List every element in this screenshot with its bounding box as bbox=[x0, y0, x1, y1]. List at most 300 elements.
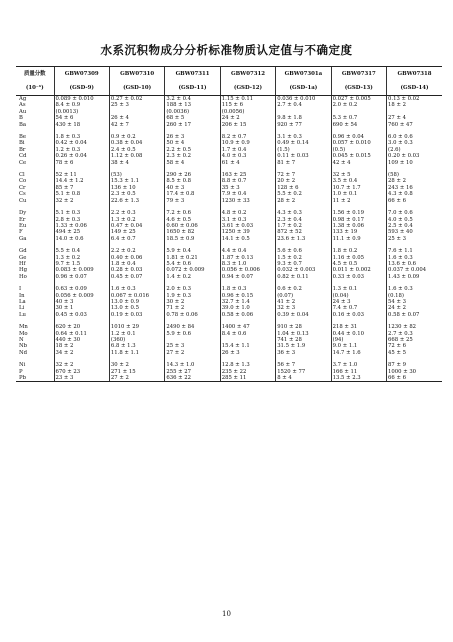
value-cell: (0.0013) bbox=[54, 109, 109, 115]
element-cell: Co bbox=[19, 178, 27, 185]
value-cell: 1.4 ± 0.2 bbox=[165, 274, 220, 280]
value-cell: 28 ± 2 bbox=[276, 198, 331, 204]
value-cell: 0.19 ± 0.03 bbox=[109, 312, 164, 318]
value-cell: 3.61 ± 0.03 bbox=[220, 223, 275, 229]
value-cell: 3.5 ± 0.4 bbox=[331, 178, 386, 184]
header-cell: (10⁻⁶) bbox=[16, 81, 54, 96]
value-cell: 4.8 ± 0.2 bbox=[220, 210, 275, 216]
value-cell: 1.16 ± 0.05 bbox=[331, 255, 386, 261]
value-cell: 255 ± 27 bbox=[165, 369, 220, 375]
value-cell: 0.072 ± 0.009 bbox=[165, 267, 220, 273]
value-cell: 30 ± 2 bbox=[165, 299, 220, 305]
value-cell: 136 ± 10 bbox=[109, 185, 164, 191]
value-cell: 4.3 ± 0.3 bbox=[276, 210, 331, 216]
value-cell: 4.6 ± 0.5 bbox=[165, 217, 220, 223]
value-cell: 7.2 ± 0.6 bbox=[165, 210, 220, 216]
element-cell: Er bbox=[19, 216, 26, 223]
value-cell: 115 ± 6 bbox=[220, 102, 275, 108]
value-cell: 8 ± 4 bbox=[276, 375, 331, 382]
value-cell: 0.067 ± 0.016 bbox=[109, 293, 164, 299]
value-cell: 32 ± 2 bbox=[54, 198, 109, 204]
element-cell: Ho bbox=[19, 273, 27, 280]
value-cell: 218 ± 31 bbox=[331, 324, 386, 330]
value-cell: 24 ± 2 bbox=[220, 115, 275, 121]
value-cell: 1.5 ± 0.2 bbox=[276, 255, 331, 261]
value-cell: 11 ± 2 bbox=[331, 198, 386, 204]
value-cell: 690 ± 54 bbox=[331, 122, 386, 128]
value-cell: 0.39 ± 0.04 bbox=[276, 312, 331, 318]
value-cell: 40 ± 3 bbox=[165, 185, 220, 191]
value-cell: 8.3 ± 1.0 bbox=[220, 261, 275, 267]
value-cell: 1.0 ± 0.1 bbox=[331, 191, 386, 197]
value-cell: 0.45 ± 0.07 bbox=[109, 274, 164, 280]
value-cell: 5.9 ± 0.6 bbox=[165, 331, 220, 337]
value-cell: 3.1 ± 0.3 bbox=[220, 217, 275, 223]
value-cell: 18.5 ± 0.9 bbox=[165, 236, 220, 242]
value-cell: 35 ± 3 bbox=[220, 185, 275, 191]
table-row bbox=[16, 96, 442, 103]
value-cell: 27 ± 4 bbox=[387, 115, 442, 121]
value-cell: 593 ± 40 bbox=[387, 229, 442, 235]
value-cell: 271 ± 15 bbox=[109, 369, 164, 375]
value-cell: 620 ± 20 bbox=[54, 324, 109, 330]
header-cell: (GSD-13) bbox=[331, 81, 386, 96]
value-cell: 8.2 ± 0.7 bbox=[220, 134, 275, 140]
value-cell: 0.60 ± 0.06 bbox=[165, 223, 220, 229]
value-cell: 40 ± 3 bbox=[54, 299, 109, 305]
value-cell: 668 ± 25 bbox=[387, 337, 442, 343]
value-cell: 5.6 ± 0.6 bbox=[276, 248, 331, 254]
value-cell: 0.98 ± 0.17 bbox=[331, 217, 386, 223]
value-cell: 6.8 ± 1.3 bbox=[109, 343, 164, 349]
page-number: 10 bbox=[222, 610, 231, 618]
value-cell: 636 ± 22 bbox=[165, 375, 220, 382]
element-cell: Cu bbox=[19, 197, 27, 204]
header-cell: GBW07311 bbox=[165, 67, 220, 82]
value-cell: 28 ± 2 bbox=[387, 178, 442, 184]
value-cell: 26 ± 4 bbox=[109, 115, 164, 121]
value-cell: 14.7 ± 1.6 bbox=[331, 350, 386, 356]
value-cell: 1.6 ± 0.3 bbox=[387, 255, 442, 261]
value-cell: 1.43 ± 0.09 bbox=[387, 274, 442, 280]
value-cell: 741 ± 28 bbox=[276, 337, 331, 343]
element-cell: N bbox=[19, 337, 24, 343]
header-row-codes bbox=[16, 67, 442, 82]
value-cell: 2.7 ± 0.3 bbox=[387, 331, 442, 337]
value-cell: 1.7 ± 0.2 bbox=[276, 223, 331, 229]
value-cell: 58 ± 4 bbox=[165, 160, 220, 166]
value-cell: 15.3 ± 1.1 bbox=[109, 178, 164, 184]
element-cell: Bi bbox=[19, 140, 25, 147]
value-cell: 166 ± 11 bbox=[331, 369, 386, 375]
value-cell: 430 ± 18 bbox=[54, 122, 109, 128]
value-cell: 1.15 ± 0.11 bbox=[220, 96, 275, 103]
value-cell: (1.5) bbox=[276, 147, 331, 153]
value-cell: 128 ± 6 bbox=[276, 185, 331, 191]
value-cell: 41 ± 2 bbox=[276, 299, 331, 305]
value-cell: 1.2 ± 0.3 bbox=[54, 147, 109, 153]
element-cell: Ni bbox=[19, 362, 26, 369]
value-cell: 5.5 ± 0.4 bbox=[54, 248, 109, 254]
value-cell: 0.49 ± 0.14 bbox=[276, 140, 331, 146]
element-cell: F bbox=[19, 229, 23, 236]
value-cell: 1.3 ± 0.1 bbox=[331, 286, 386, 292]
value-cell: 8.8 ± 0.7 bbox=[220, 178, 275, 184]
value-cell: 1650 ± 82 bbox=[165, 229, 220, 235]
value-cell: 2.3 ± 0.2 bbox=[165, 153, 220, 159]
value-cell: 9.8 ± 1.8 bbox=[276, 115, 331, 121]
value-cell: (0.5) bbox=[331, 147, 386, 153]
value-cell: 9.3 ± 0.7 bbox=[276, 261, 331, 267]
value-cell: 66 ± 6 bbox=[387, 198, 442, 204]
header-cell: (GSD-10) bbox=[109, 81, 164, 96]
value-cell: 1.6 ± 0.3 bbox=[387, 286, 442, 292]
value-cell: 5.3 ± 0.7 bbox=[331, 115, 386, 121]
value-cell: 3.2 ± 0.4 bbox=[165, 96, 220, 103]
value-cell: 0.13 ± 0.02 bbox=[387, 96, 442, 103]
value-cell: 18 ± 2 bbox=[54, 343, 109, 349]
value-cell: 0.58 ± 0.07 bbox=[387, 312, 442, 318]
element-cell: Hf bbox=[19, 260, 26, 267]
element-cell: Ge bbox=[19, 254, 27, 261]
value-cell: 0.94 ± 0.07 bbox=[220, 274, 275, 280]
value-cell: (0.0056) bbox=[220, 109, 275, 115]
header-cell: GBW07312 bbox=[220, 67, 275, 82]
value-cell: 4.3 ± 0.8 bbox=[387, 191, 442, 197]
element-cell: In bbox=[19, 292, 25, 299]
value-cell: 26 ± 3 bbox=[165, 134, 220, 140]
value-cell: 0.26 ± 0.04 bbox=[54, 153, 109, 159]
element-cell: Nb bbox=[19, 343, 28, 350]
value-cell: 50 ± 4 bbox=[165, 140, 220, 146]
value-cell: 13.6 ± 0.6 bbox=[387, 261, 442, 267]
header-cell: (GSD-1a) bbox=[276, 81, 331, 96]
value-cell: 31.5 ± 1.9 bbox=[276, 343, 331, 349]
value-cell: 15.4 ± 1.1 bbox=[220, 343, 275, 349]
element-cell: Lu bbox=[19, 311, 26, 318]
value-cell: 0.20 ± 0.03 bbox=[387, 153, 442, 159]
value-cell: 34 ± 2 bbox=[54, 350, 109, 356]
value-cell: 149 ± 25 bbox=[109, 229, 164, 235]
value-cell: 0.056 ± 0.009 bbox=[54, 293, 109, 299]
value-cell: 1.8 ± 0.3 bbox=[54, 134, 109, 140]
value-cell: 30 ± 2 bbox=[109, 362, 164, 368]
value-cell: 1250 ± 39 bbox=[220, 229, 275, 235]
value-cell: 11.8 ± 1.1 bbox=[109, 350, 164, 356]
value-cell: 0.011 ± 0.002 bbox=[331, 267, 386, 273]
element-cell: Br bbox=[19, 146, 26, 153]
value-cell: 45 ± 5 bbox=[387, 350, 442, 356]
element-cell: Cs bbox=[19, 191, 26, 198]
value-cell: 1.3 ± 0.2 bbox=[109, 217, 164, 223]
value-cell: 0.64 ± 0.11 bbox=[54, 331, 109, 337]
element-cell: Cl bbox=[19, 172, 25, 179]
value-cell: 109 ± 10 bbox=[387, 160, 442, 166]
value-cell: 6.0 ± 0.6 bbox=[387, 134, 442, 140]
value-cell: 6.4 ± 0.7 bbox=[109, 236, 164, 242]
table-body bbox=[16, 96, 442, 382]
header-cell: (GSD-9) bbox=[54, 81, 109, 96]
value-cell: 0.40 ± 0.06 bbox=[109, 255, 164, 261]
value-cell: (58) bbox=[387, 172, 442, 178]
value-cell: 5.1 ± 0.3 bbox=[54, 210, 109, 216]
value-cell: (53) bbox=[109, 172, 164, 178]
value-cell: 61 ± 4 bbox=[220, 160, 275, 166]
value-cell: 0.045 ± 0.015 bbox=[331, 153, 386, 159]
element-cell: Ba bbox=[19, 121, 27, 128]
value-cell: 2.8 ± 0.3 bbox=[54, 217, 109, 223]
value-cell: 20 ± 2 bbox=[276, 178, 331, 184]
value-cell: 7.6 ± 1.1 bbox=[387, 248, 442, 254]
value-cell: (0.0036) bbox=[165, 109, 220, 115]
value-cell: 0.63 ± 0.09 bbox=[54, 286, 109, 292]
value-cell: 0.33 ± 0.03 bbox=[331, 274, 386, 280]
value-cell: 81 ± 7 bbox=[276, 160, 331, 166]
value-cell: 0.6 ± 0.2 bbox=[276, 286, 331, 292]
element-cell: Cd bbox=[19, 153, 27, 160]
value-cell: 0.083 ± 0.009 bbox=[54, 267, 109, 273]
header-cell: GBW07317 bbox=[331, 67, 386, 82]
value-cell: 87 ± 9 bbox=[387, 362, 442, 368]
value-cell: 10.9 ± 0.9 bbox=[220, 140, 275, 146]
value-cell: 3.1 ± 0.3 bbox=[276, 134, 331, 140]
element-cell: As bbox=[19, 102, 26, 109]
element-cell: Nd bbox=[19, 349, 28, 356]
value-cell: 1.8 ± 0.2 bbox=[331, 248, 386, 254]
element-cell: Cr bbox=[19, 184, 26, 191]
element-cell: Pb bbox=[16, 375, 54, 382]
value-cell: 5.9 ± 0.4 bbox=[165, 248, 220, 254]
value-cell: (2.6) bbox=[387, 147, 442, 153]
value-cell: 25 ± 3 bbox=[165, 343, 220, 349]
value-cell: 1.8 ± 0.4 bbox=[109, 261, 164, 267]
value-cell: 5.4 ± 0.6 bbox=[165, 261, 220, 267]
value-cell: 0.037 ± 0.004 bbox=[387, 267, 442, 273]
value-cell: 1520 ± 77 bbox=[276, 369, 331, 375]
value-cell: 25 ± 3 bbox=[109, 102, 164, 108]
value-cell: 2.3 ± 0.5 bbox=[109, 191, 164, 197]
header-cell: 质量分数 bbox=[16, 67, 54, 82]
element-cell: Be bbox=[19, 134, 27, 141]
value-cell: 1.9 ± 0.3 bbox=[165, 293, 220, 299]
value-cell: 4.4 ± 0.4 bbox=[220, 248, 275, 254]
value-cell: 22.6 ± 1.3 bbox=[109, 198, 164, 204]
value-cell: 1.33 ± 0.06 bbox=[54, 223, 109, 229]
value-cell: 32 ± 5 bbox=[331, 172, 386, 178]
value-cell: 72 ± 6 bbox=[387, 343, 442, 349]
element-cell: Ce bbox=[19, 159, 27, 166]
value-cell: 32 ± 2 bbox=[54, 362, 109, 368]
value-cell: 1400 ± 47 bbox=[220, 324, 275, 330]
element-cell: Mo bbox=[19, 330, 28, 337]
value-cell: 1.3 ± 0.2 bbox=[54, 255, 109, 261]
value-cell: 0.96 ± 0.04 bbox=[331, 134, 386, 140]
value-cell: 14.4 ± 1.2 bbox=[54, 178, 109, 184]
element-cell: Au bbox=[19, 108, 27, 115]
value-cell: 78 ± 6 bbox=[54, 160, 109, 166]
value-cell: 0.58 ± 0.06 bbox=[220, 312, 275, 318]
value-cell: 13.0 ± 0.9 bbox=[109, 299, 164, 305]
value-cell: 52 ± 11 bbox=[54, 172, 109, 178]
value-cell: 0.27 ± 0.02 bbox=[109, 96, 164, 103]
value-cell: (94) bbox=[331, 337, 386, 343]
value-cell: 163 ± 25 bbox=[220, 172, 275, 178]
element-cell: P bbox=[19, 368, 23, 375]
value-cell: 27 ± 2 bbox=[109, 375, 164, 382]
value-cell: 85 ± 7 bbox=[54, 185, 109, 191]
value-cell: 0.96 ± 0.15 bbox=[220, 293, 275, 299]
value-cell: 2.3 ± 0.4 bbox=[276, 217, 331, 223]
value-cell: 7.9 ± 0.4 bbox=[220, 191, 275, 197]
value-cell: 4.0 ± 0.3 bbox=[220, 153, 275, 159]
header-cell: GBW07318 bbox=[387, 67, 442, 82]
value-cell: 0.28 ± 0.03 bbox=[109, 267, 164, 273]
value-cell: 7.4 ± 0.7 bbox=[331, 305, 386, 311]
value-cell: 8.4 ± 0.6 bbox=[220, 331, 275, 337]
value-cell: 24 ± 2 bbox=[387, 305, 442, 311]
value-cell: 235 ± 22 bbox=[220, 369, 275, 375]
value-cell: 9.7 ± 1.5 bbox=[54, 261, 109, 267]
value-cell: 0.057 ± 0.010 bbox=[331, 140, 386, 146]
value-cell: 17.4 ± 0.8 bbox=[165, 191, 220, 197]
value-cell: 2.5 ± 0.4 bbox=[387, 223, 442, 229]
element-cell: Li bbox=[19, 305, 25, 312]
value-cell: 11.1 ± 0.9 bbox=[331, 236, 386, 242]
value-cell: 0.036 ± 0.010 bbox=[276, 96, 331, 103]
value-cell: 0.47 ± 0.04 bbox=[109, 223, 164, 229]
value-cell: 1010 ± 29 bbox=[109, 324, 164, 330]
value-cell: 1.04 ± 0.13 bbox=[276, 331, 331, 337]
header-row-names bbox=[16, 81, 442, 96]
value-cell: (360) bbox=[109, 337, 164, 343]
value-cell: 0.11 ± 0.03 bbox=[276, 153, 331, 159]
value-cell: (0.04) bbox=[331, 293, 386, 299]
value-cell: 5.1 ± 0.8 bbox=[54, 191, 109, 197]
value-cell: 3.0 ± 0.3 bbox=[387, 140, 442, 146]
value-cell: 920 ± 77 bbox=[276, 122, 331, 128]
value-cell: 72 ± 7 bbox=[276, 172, 331, 178]
value-cell: 440 ± 30 bbox=[54, 337, 109, 343]
value-cell: 14.1 ± 0.5 bbox=[220, 236, 275, 242]
value-cell: 2490 ± 84 bbox=[165, 324, 220, 330]
value-cell: 8.4 ± 0.9 bbox=[54, 102, 109, 108]
value-cell: 1000 ± 30 bbox=[387, 369, 442, 375]
header-cell: (GSD-12) bbox=[220, 81, 275, 96]
value-cell: 133 ± 19 bbox=[331, 229, 386, 235]
value-cell: 66 ± 6 bbox=[387, 375, 442, 382]
element-cell: Ga bbox=[19, 235, 27, 242]
value-cell: 0.42 ± 0.04 bbox=[54, 140, 109, 146]
element-cell: La bbox=[19, 298, 26, 305]
value-cell: 0.45 ± 0.03 bbox=[54, 312, 109, 318]
value-cell: 3.7 ± 1.0 bbox=[331, 362, 386, 368]
value-cell: 2.2 ± 0.3 bbox=[109, 210, 164, 216]
value-cell: 2.4 ± 0.5 bbox=[109, 147, 164, 153]
table-row bbox=[16, 375, 442, 382]
value-cell: 1.6 ± 0.3 bbox=[109, 286, 164, 292]
value-cell: 4.0 ± 0.5 bbox=[387, 217, 442, 223]
value-cell: 26 ± 3 bbox=[220, 350, 275, 356]
header-cell: (GSD-11) bbox=[165, 81, 220, 96]
value-cell: 1.87 ± 0.13 bbox=[220, 255, 275, 261]
element-cell: Hg bbox=[19, 267, 28, 274]
value-cell: 23.6 ± 1.3 bbox=[276, 236, 331, 242]
value-cell: 54 ± 3 bbox=[387, 299, 442, 305]
value-cell: 32 ± 3 bbox=[276, 305, 331, 311]
value-cell: 2.0 ± 0.3 bbox=[165, 286, 220, 292]
header-cell: GBW07309 bbox=[54, 67, 109, 82]
page-title: 水系沉积物成分分析标准物质认定值与不确定度 bbox=[100, 43, 353, 57]
value-cell: 71 ± 2 bbox=[165, 305, 220, 311]
value-cell: 8.5 ± 0.8 bbox=[165, 178, 220, 184]
element-cell: Dy bbox=[19, 210, 27, 217]
value-cell: 670 ± 23 bbox=[54, 369, 109, 375]
value-cell: 0.089 ± 0.010 bbox=[54, 96, 109, 103]
value-cell: 0.96 ± 0.07 bbox=[54, 274, 109, 280]
value-cell: 2.2 ± 0.5 bbox=[165, 147, 220, 153]
value-cell: 42 ± 7 bbox=[109, 122, 164, 128]
value-cell: 0.44 ± 0.10 bbox=[331, 331, 386, 337]
element-cell: B bbox=[19, 115, 23, 122]
value-cell: 30 ± 1 bbox=[54, 305, 109, 311]
value-cell: 9.0 ± 1.1 bbox=[331, 343, 386, 349]
value-cell: 872 ± 52 bbox=[276, 229, 331, 235]
element-cell: Mn bbox=[19, 324, 28, 331]
value-cell: 10.7 ± 1.7 bbox=[331, 185, 386, 191]
value-cell: 494 ± 25 bbox=[54, 229, 109, 235]
value-cell: 13.5 ± 2.3 bbox=[331, 375, 386, 382]
value-cell: 1230 ± 33 bbox=[220, 198, 275, 204]
value-cell: 7.0 ± 0.6 bbox=[387, 210, 442, 216]
value-cell: 760 ± 47 bbox=[387, 122, 442, 128]
value-cell: 188 ± 13 bbox=[165, 102, 220, 108]
value-cell: 0.9 ± 0.2 bbox=[109, 134, 164, 140]
value-cell: (0.18) bbox=[387, 293, 442, 299]
value-cell: 290 ± 26 bbox=[165, 172, 220, 178]
value-cell: 243 ± 16 bbox=[387, 185, 442, 191]
value-cell: 24 ± 3 bbox=[331, 299, 386, 305]
element-cell: Gd bbox=[19, 248, 27, 255]
header-cell: GBW07310 bbox=[109, 67, 164, 82]
value-cell: 285 ± 11 bbox=[220, 375, 275, 382]
value-cell: 910 ± 28 bbox=[276, 324, 331, 330]
value-cell: 27 ± 2 bbox=[165, 350, 220, 356]
value-cell: 0.056 ± 0.006 bbox=[220, 267, 275, 273]
value-cell: (0.07) bbox=[276, 293, 331, 299]
value-cell: 2.7 ± 0.4 bbox=[276, 102, 331, 108]
value-cell: 0.78 ± 0.06 bbox=[165, 312, 220, 318]
element-cell: Eu bbox=[19, 222, 27, 229]
value-cell: 1.8 ± 0.3 bbox=[220, 286, 275, 292]
value-cell: 1.38 ± 0.06 bbox=[331, 223, 386, 229]
value-cell: 1.56 ± 0.19 bbox=[331, 210, 386, 216]
value-cell: 0.38 ± 0.04 bbox=[109, 140, 164, 146]
value-cell: 13.0 ± 0.5 bbox=[109, 305, 164, 311]
value-cell: 260 ± 17 bbox=[165, 122, 220, 128]
value-cell: 38 ± 4 bbox=[109, 160, 164, 166]
value-cell: 1.2 ± 0.1 bbox=[109, 331, 164, 337]
value-cell: 2.2 ± 0.2 bbox=[109, 248, 164, 254]
value-cell: 32.7 ± 1.4 bbox=[220, 299, 275, 305]
header-cell: GBW07301a bbox=[276, 67, 331, 82]
value-cell: 4.5 ± 0.5 bbox=[331, 261, 386, 267]
value-cell: 206 ± 15 bbox=[220, 122, 275, 128]
value-cell: 1230 ± 82 bbox=[387, 324, 442, 330]
value-cell: 54 ± 6 bbox=[54, 115, 109, 121]
element-cell: I bbox=[19, 286, 22, 293]
value-cell: 0.16 ± 0.03 bbox=[331, 312, 386, 318]
reference-values-table bbox=[16, 66, 442, 382]
